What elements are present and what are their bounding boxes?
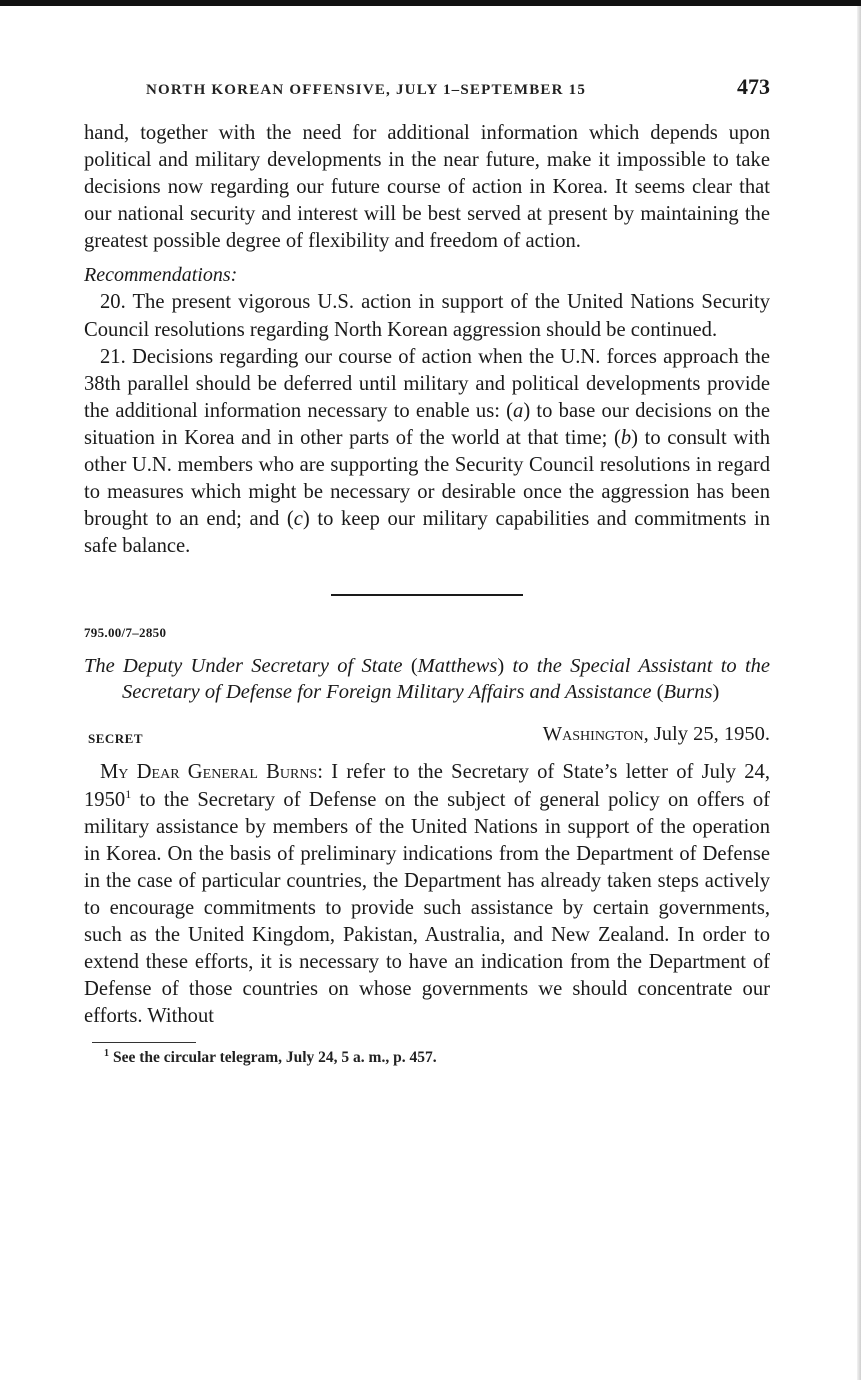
rec21-text-2: ) to base our decisions on the situation in Korea and in other parts of the world at that time; ( <box>84 399 770 449</box>
place: Washington <box>542 723 644 746</box>
title-paren: ) <box>497 655 505 678</box>
recommendation-21 <box>84 344 770 561</box>
running-title: NORTH KOREAN OFFENSIVE, JULY 1–SEPTEMBER 15 <box>146 82 587 98</box>
running-header <box>84 70 770 106</box>
rec21-text-1: 21. Decisions regarding our course of action when the U.N. forces approach the 38th parallel should be deferred until military and political developments provide the additional information necessary to enable us: ( <box>84 345 770 422</box>
letter-text-1: I refer to the Secretary of State’s letter of July 24, 1950 <box>84 761 770 811</box>
footnote-divider <box>92 1042 196 1043</box>
rec21-letter-c: c <box>293 508 303 531</box>
salutation: My Dear General Burns: <box>100 761 323 784</box>
title-paren: ( <box>410 655 418 678</box>
rec21-text-3: ) to consult with other U.N. members who are supporting the Security Council resolutions in regard to measures which might be necessary or desirable once the aggression has been brought to an end; and ( <box>84 426 770 531</box>
page-number: 473 <box>737 74 770 99</box>
letter-text-2: to the Secretary of Defense on the subject of general policy on offers of military assistance by members of the United Nations in support of the operation in Korea. On the basis of preliminary indications from the Department of Defense in the case of particular countries, the Department has already taken steps actively to encourage commitments to provide such assistance by certain governments, such as the United Kingdom, Pakistan, Australia, and New Zealand. In order to extend these efforts, it is necessary to have an indication from the Department of Defense of those countries on whose governments we should concentrate our efforts. Without <box>84 788 770 1028</box>
date: , July 25, 1950. <box>643 723 770 746</box>
title-paren: ) <box>712 681 720 704</box>
title-name-burns: Burns <box>663 681 713 704</box>
recommendations-heading: Recommendations: <box>84 264 238 287</box>
continuation-paragraph: hand, together with the need for additional information which depends upon political and military developments in the near future, make it impossible to take decisions now regarding our future course of action in Korea. It seems clear that our national security and interest will be best served at present by maintaining the greatest possible degree of flexibility and freedom of action. <box>84 122 770 253</box>
title-name-matthews: Matthews <box>417 655 498 678</box>
file-id: 795.00/7–2850 <box>84 625 167 641</box>
rec21-letter-b: b <box>620 426 632 449</box>
title-paren: ( <box>656 681 664 704</box>
title-part-1: The Deputy Under Secretary of State <box>84 655 411 678</box>
dateline <box>84 723 770 753</box>
scan-top-edge <box>0 0 861 6</box>
letter-body <box>84 759 770 1030</box>
rec21-text-4: ) to keep our military capabilities and commitments in safe balance. <box>84 508 771 558</box>
section-divider <box>331 594 523 596</box>
document-page <box>84 70 770 1067</box>
scan-right-edge <box>857 6 861 1380</box>
title-part-2: to the Special Assistant to the Secretary of Defense for Foreign Military Affairs and Assistance <box>122 655 770 704</box>
classification-label: SECRET <box>88 731 144 747</box>
recommendation-20: 20. The present vigorous U.S. action in support of the United Nations Security Council resolutions regarding North Korean aggression should be continued. <box>84 291 770 341</box>
place-date <box>543 723 770 746</box>
footnote-text: See the circular telegram, July 24, 5 a. m., p. 457. <box>113 1049 437 1067</box>
footnote-reference[interactable]: 1 <box>125 786 132 801</box>
rec21-letter-a: a <box>513 399 524 422</box>
footnote <box>84 1049 770 1067</box>
footnote-mark: 1 <box>104 1048 109 1060</box>
document-title <box>84 653 770 705</box>
